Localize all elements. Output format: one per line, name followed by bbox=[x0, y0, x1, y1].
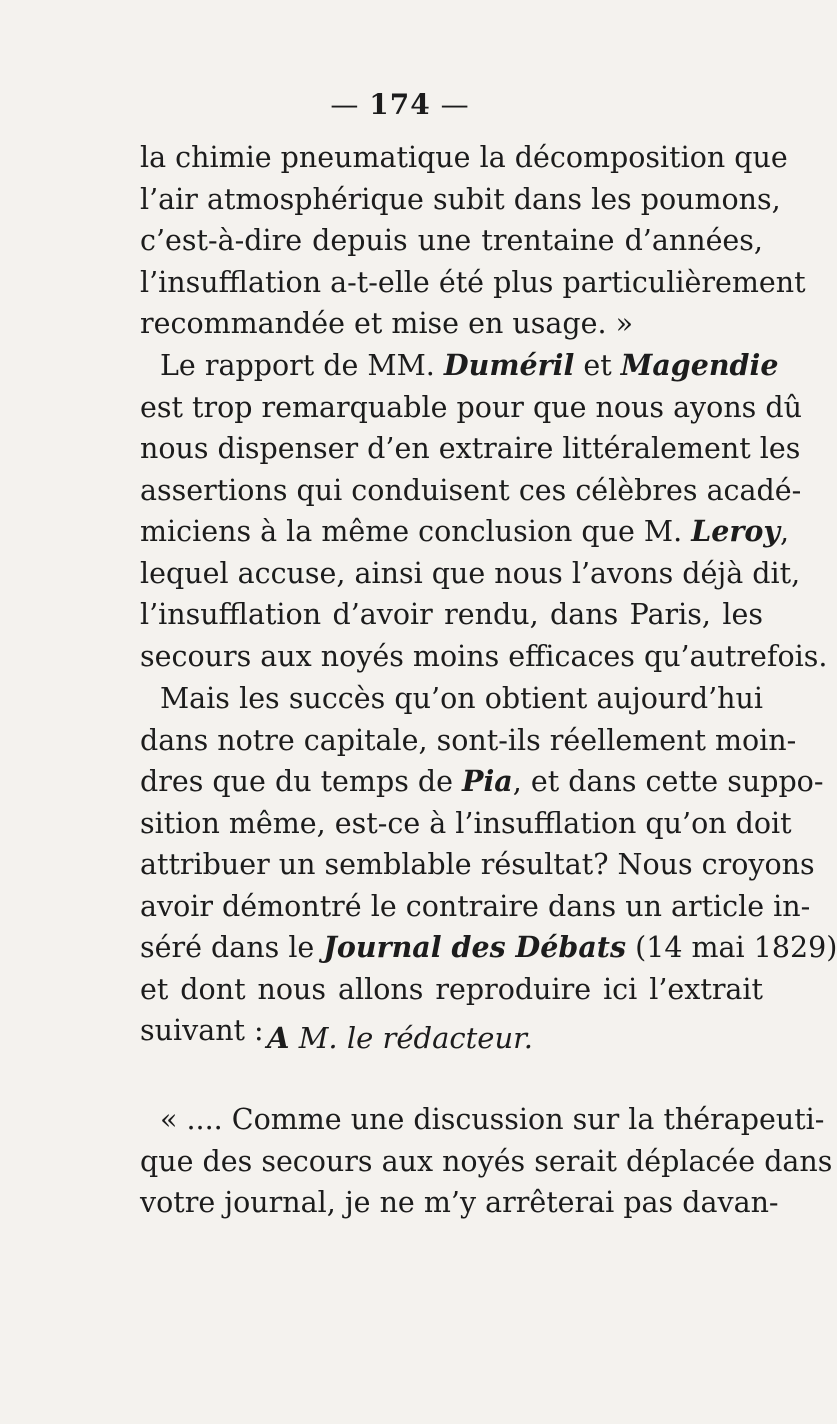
name-magendie: Magendie bbox=[620, 348, 779, 382]
name-leroy: Leroy bbox=[691, 514, 780, 548]
paragraph-succes bbox=[140, 678, 837, 1052]
header-left-dash: — bbox=[330, 88, 360, 121]
text-line: recommandée et mise en usage. » bbox=[140, 307, 634, 340]
text-line: l’insufflation a-t-elle été plus particulièrement bbox=[140, 265, 806, 299]
text-line: assertions qui conduisent ces célèbres acadé- bbox=[140, 473, 802, 507]
text-line: lequel accuse, ainsi que nous l’avons déjà dit, bbox=[140, 556, 801, 590]
page-header bbox=[0, 88, 800, 121]
text-line: que des secours aux noyés serait déplacée dans bbox=[140, 1144, 833, 1178]
text-line: c’est-à-dire depuis une trentaine d’années, bbox=[140, 224, 763, 257]
header-right-dash: — bbox=[440, 88, 470, 121]
text-line: secours aux noyés moins efficaces qu’autrefois. bbox=[140, 639, 828, 673]
paragraph-continued bbox=[140, 137, 806, 345]
name-pia: Pia bbox=[462, 764, 513, 798]
text-line: l’air atmosphérique subit dans les poumons, bbox=[140, 182, 781, 216]
paragraph-letter bbox=[140, 1099, 833, 1224]
text-line: « .... Comme une discussion sur la thérapeuti- bbox=[160, 1103, 825, 1136]
text-line: attribuer un semblable résultat? Nous croyons bbox=[140, 848, 815, 881]
text-line: avoir démontré le contraire dans un article in- bbox=[140, 889, 811, 923]
text-line: séré dans le Journal des Débats (14 mai 1829) bbox=[140, 930, 837, 964]
text-line: nous dispenser d’en extraire littéralement les bbox=[140, 432, 801, 465]
text-line: dans notre capitale, sont-ils réellement moin- bbox=[140, 723, 797, 757]
letter-salutation: A M. le rédacteur. bbox=[266, 1021, 534, 1055]
paragraph-rapport bbox=[140, 345, 828, 677]
page-number: 174 bbox=[369, 88, 431, 121]
text-line: Mais les succès qu’on obtient aujourd’hui bbox=[160, 682, 763, 715]
text-line: votre journal, je ne m’y arrêterai pas davan- bbox=[140, 1186, 779, 1219]
journal-title: Journal des Débats bbox=[323, 930, 627, 964]
text-line: suivant : bbox=[140, 1014, 264, 1047]
name-dumeril: Duméril bbox=[443, 348, 575, 382]
text-line: l’insufflation d’avoir rendu, dans Paris, les bbox=[140, 598, 763, 631]
text-line: et dont nous allons reproduire ici l’extrait bbox=[140, 972, 763, 1006]
text-line: miciens à la même conclusion que M. Leroy, bbox=[140, 514, 790, 548]
text-line: la chimie pneumatique la décomposition que bbox=[140, 141, 788, 174]
text-line: est trop remarquable pour que nous ayons dû bbox=[140, 390, 802, 424]
text-line: dres que du temps de Pia, et dans cette suppo- bbox=[140, 764, 824, 798]
text-line: Le rapport de MM. Duméril et Magendie bbox=[160, 348, 779, 382]
text-line: sition même, est-ce à l’insufflation qu’on doit bbox=[140, 806, 792, 840]
